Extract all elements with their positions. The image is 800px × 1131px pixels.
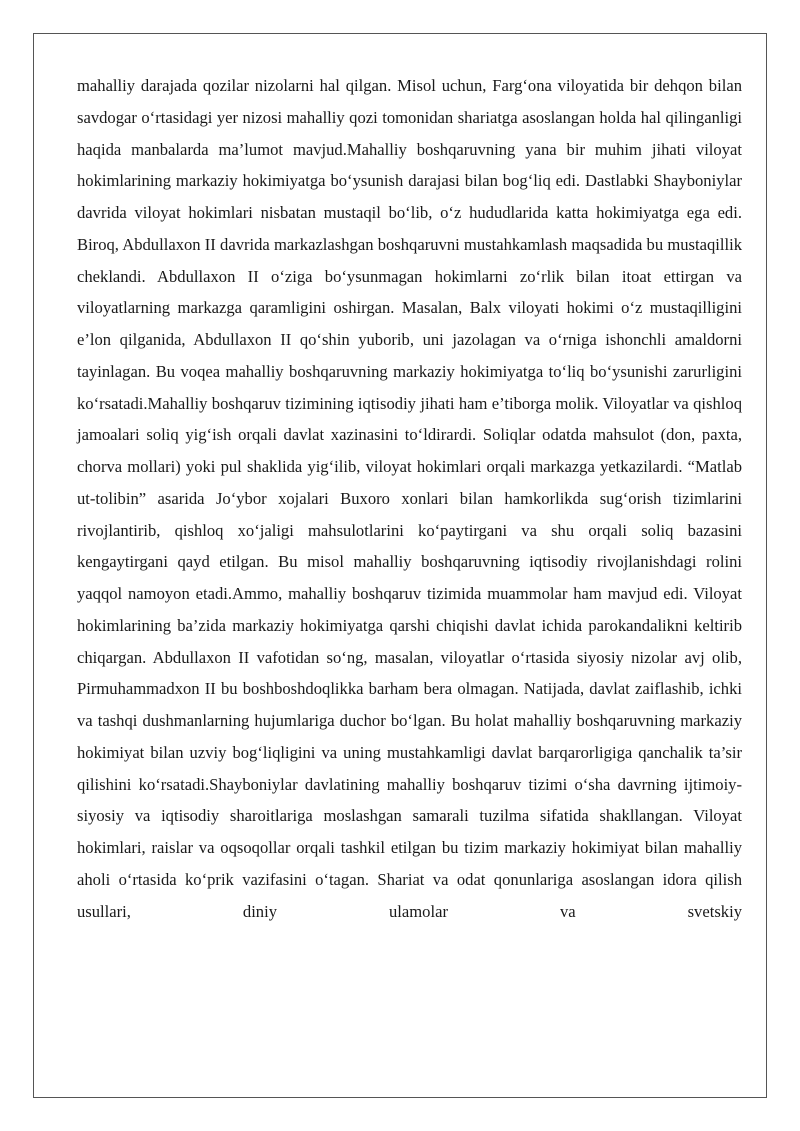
body-paragraph: mahalliy darajada qozilar nizolarni hal qilgan. Misol uchun, Farg‘ona viloyatida bir dehqon bilan savdogar o‘rtasidagi yer nizosi mahalliy qozi tomonidan shariatga asoslangan holda hal qilinganligi haqida manbalarda ma’lumot mavjud.Mahalliy boshqaruvning yana bir muhim jihati viloyat hokimlarining markaziy hokimiyatga bo‘ysunish darajasi bilan bog‘liq edi. Dastlabki Shayboniylar davrida viloyat hokimlari nisbatan mustaqil bo‘lib, o‘z hududlarida katta hokimiyatga ega edi. Biroq, Abdullaxon II davrida markazlashgan boshqaruvni mustahkamlash maqsadida bu mustaqillik cheklandi. Abdullaxon II o‘ziga bo‘ysunmagan hokimlarni zo‘rlik bilan itoat ettirgan va viloyatlarning markazga qaramligini oshirgan. Masalan, Balx viloyati hokimi o‘z mustaqilligini e’lon qilganida, Abdullaxon II qo‘shin yuborib, uni jazolagan va o‘rniga ishonchli amaldorni tayinlagan. Bu voqea mahalliy boshqaruvning markaziy hokimiyatga to‘liq bo‘ysunishi zarurligini ko‘rsatadi.Mahalliy boshqaruv tizimining iqtisodiy jihati ham e’tiborga molik. Viloyatlar va qishloq jamoalari soliq yig‘ish orqali davlat xazinasini to‘ldirardi. Soliqlar odatda mahsulot (don, paxta, chorva mollari) yoki pul shaklida yig‘ilib, viloyat hokimlari orqali markazga yetkazilardi. “Matlab ut-tolibin” asarida Jo‘ybor xojalari Buxoro xonlari bilan hamkorlikda sug‘orish tizimlarini rivojlantirib, qishloq xo‘jaligi mahsulotlarini ko‘paytirgani va shu orqali soliq bazasini kengaytirgani qayd etilgan. Bu misol mahalliy boshqaruvning iqtisodiy rivojlanishdagi rolini yaqqol namoyon etadi.Ammo, mahalliy boshqaruv tizimida muammolar ham mavjud edi. Viloyat hokimlarining ba’zida markaziy hokimiyatga qarshi chiqishi davlat ichida parokandalikni keltirib chiqargan. Abdullaxon II vafotidan so‘ng, masalan, viloyatlar o‘rtasida siyosiy nizolar avj olib, Pirmuhammadxon II bu boshboshdoqlikka barham bera olmagan. Natijada, davlat zaiflashib, ichki va tashqi dushmanlarning hujumlariga duchor bo‘lgan. Bu holat mahalliy boshqaruvning markaziy hokimiyat bilan uzviy bog‘liqligini va uning mustahkamligi davlat barqarorligiga qanchalik ta’sir qilishini ko‘rsatadi.Shayboniylar davlatining mahalliy boshqaruv tizimi o‘sha davrning ijtimoiy-siyosiy va iqtisodiy sharoitlariga moslashgan samarali tuzilma sifatida shakllangan. Viloyat hokimlari, raislar va oqsoqollar orqali tashkil etilgan bu tizim markaziy hokimiyat bilan mahalliy aholi o‘rtasida ko‘prik vazifasini o‘tagan. Shariat va odat qonunlariga asoslangan idora qilish usullari, diniy ulamolar va svetskiy	[77, 76, 742, 921]
